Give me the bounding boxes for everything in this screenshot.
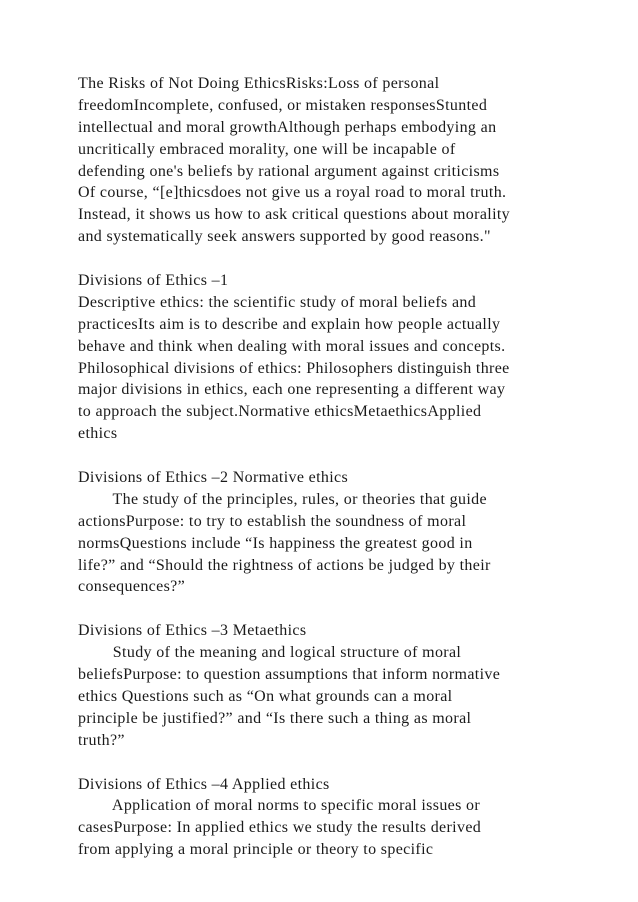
text-line: to approach the subject.Normative ethicsMetaethicsApplied <box>78 403 482 421</box>
section-heading: Divisions of Ethics –4 Applied ethics <box>78 775 330 793</box>
text-line: intellectual and moral growthAlthough perhaps embodying an <box>78 118 497 136</box>
text-line: uncritically embraced morality, one will be incapable of <box>78 140 456 158</box>
text-line: freedomIncomplete, confused, or mistaken responsesStunted <box>78 96 488 114</box>
text-line: ethics Questions such as “On what grounds can a moral <box>78 687 453 705</box>
text-line: truth?” <box>78 731 125 749</box>
text-line: and systematically seek answers supported by good reasons." <box>78 228 491 246</box>
section-divisions-1 <box>78 270 578 445</box>
section-heading: Divisions of Ethics –2 Normative ethics <box>78 469 349 487</box>
section-risks <box>78 73 578 248</box>
section-divisions-4 <box>78 774 578 862</box>
text-line: defending one's beliefs by rational argument against criticisms <box>78 162 500 180</box>
text-line: from applying a moral principle or theory to specific <box>78 841 434 859</box>
paragraph-gap <box>78 598 578 620</box>
text-line: Of course, “[e]thicsdoes not give us a royal road to moral truth. <box>78 184 507 202</box>
text-line: practicesIts aim is to describe and explain how people actually <box>78 315 501 333</box>
paragraph-gap <box>78 752 578 774</box>
paragraph-gap <box>78 445 578 467</box>
section-heading: Divisions of Ethics –3 Metaethics <box>78 622 307 640</box>
text-line: life?” and “Should the rightness of actions be judged by their <box>78 556 491 574</box>
text-line: principle be justified?” and “Is there such a thing as moral <box>78 709 472 727</box>
text-line: casesPurpose: In applied ethics we study the results derived <box>78 819 482 837</box>
section-heading: Divisions of Ethics –1 <box>78 272 229 290</box>
text-line: Instead, it shows us how to ask critical questions about morality <box>78 206 511 224</box>
paragraph-gap <box>78 248 578 270</box>
text-line: behave and think when dealing with moral issues and concepts. <box>78 337 506 355</box>
document-body <box>78 73 578 861</box>
text-line: The study of the principles, rules, or theories that guide <box>78 490 487 508</box>
text-line: beliefsPurpose: to question assumptions that inform normative <box>78 666 501 684</box>
text-line: actionsPurpose: to try to establish the soundness of moral <box>78 512 467 530</box>
text-line: Descriptive ethics: the scientific study of moral beliefs and <box>78 293 477 311</box>
text-line: major divisions in ethics, each one representing a different way <box>78 381 506 399</box>
text-line: normsQuestions include “Is happiness the greatest good in <box>78 534 473 552</box>
text-line: Application of moral norms to specific moral issues or <box>78 797 481 815</box>
text-line: Philosophical divisions of ethics: Philosophers distinguish three <box>78 359 510 377</box>
text-line: consequences?” <box>78 578 186 596</box>
section-divisions-3 <box>78 620 578 751</box>
text-line: The Risks of Not Doing EthicsRisks:Loss of personal <box>78 75 440 92</box>
section-divisions-2 <box>78 467 578 598</box>
text-line: Study of the meaning and logical structure of moral <box>78 644 462 662</box>
text-line: ethics <box>78 425 118 443</box>
